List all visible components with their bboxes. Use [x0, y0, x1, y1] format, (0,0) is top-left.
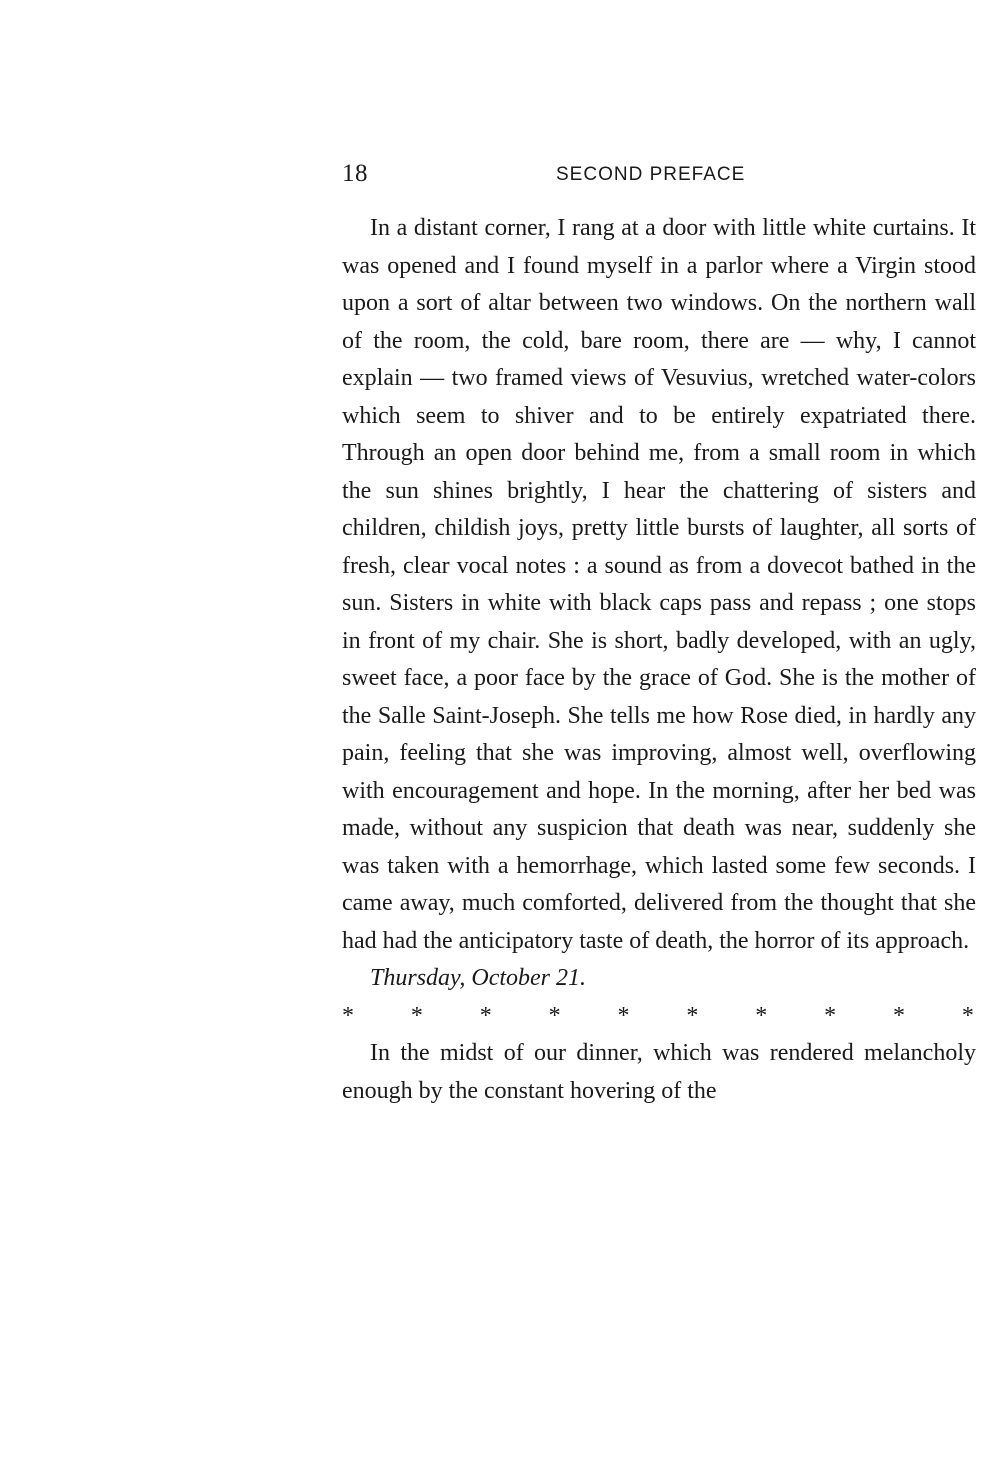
separator-asterisk: * — [893, 1002, 905, 1029]
separator-asterisk: * — [548, 1002, 561, 1029]
section-separator — [342, 998, 976, 1036]
separator-asterisk: * — [686, 1002, 699, 1029]
separator-asterisk: * — [961, 1002, 974, 1029]
separator-asterisk: * — [410, 1002, 423, 1029]
separator-asterisk: * — [342, 1002, 354, 1029]
running-title: SECOND PREFACE — [556, 164, 746, 185]
separator-asterisk: * — [479, 1002, 492, 1029]
book-page — [342, 160, 976, 1110]
page-number: 18 — [342, 160, 368, 187]
separator-asterisk: * — [617, 1002, 630, 1029]
dateline: Thursday, October 21. — [370, 965, 586, 991]
separator-asterisk: * — [824, 1002, 837, 1029]
paragraph-2: In the midst of our dinner, which was rendered melancholy enough by the constant hovering of the — [342, 1040, 976, 1104]
running-head — [342, 160, 976, 194]
separator-asterisk: * — [755, 1002, 768, 1029]
paragraph-1: In a distant corner, I rang at a door with little white curtains. It was opened and I found myself in a parlor where a Virgin stood upon a sort of altar between two windows. On the northern wall of the room, the cold, bare room, there are — why, I cannot explain — two framed views of Vesuvius, wretched water-colors which seem to shiver and to be entirely expatriated there. Through an open door behind me, from a small room in which the sun shines brightly, I hear the chattering of sisters and children, childish joys, pretty little bursts of laughter, all sorts of fresh, clear vocal notes : a sound as from a dovecot bathed in the sun. Sisters in white with black caps pass and repass ; one stops in front of my chair. She is short, badly developed, with an ugly, sweet face, a poor face by the grace of God. She is the mother of the Salle Saint-Joseph. She tells me how Rose died, in hardly any pain, feeling that she was improving, almost well, overflowing with encouragement and hope. In the morning, after her bed was made, without any suspicion that death was near, suddenly she was taken with a hemorrhage, which lasted some few seconds. I came away, much comforted, delivered from the thought that she had had the anticipatory taste of death, the horror of its approach. — [342, 215, 976, 954]
